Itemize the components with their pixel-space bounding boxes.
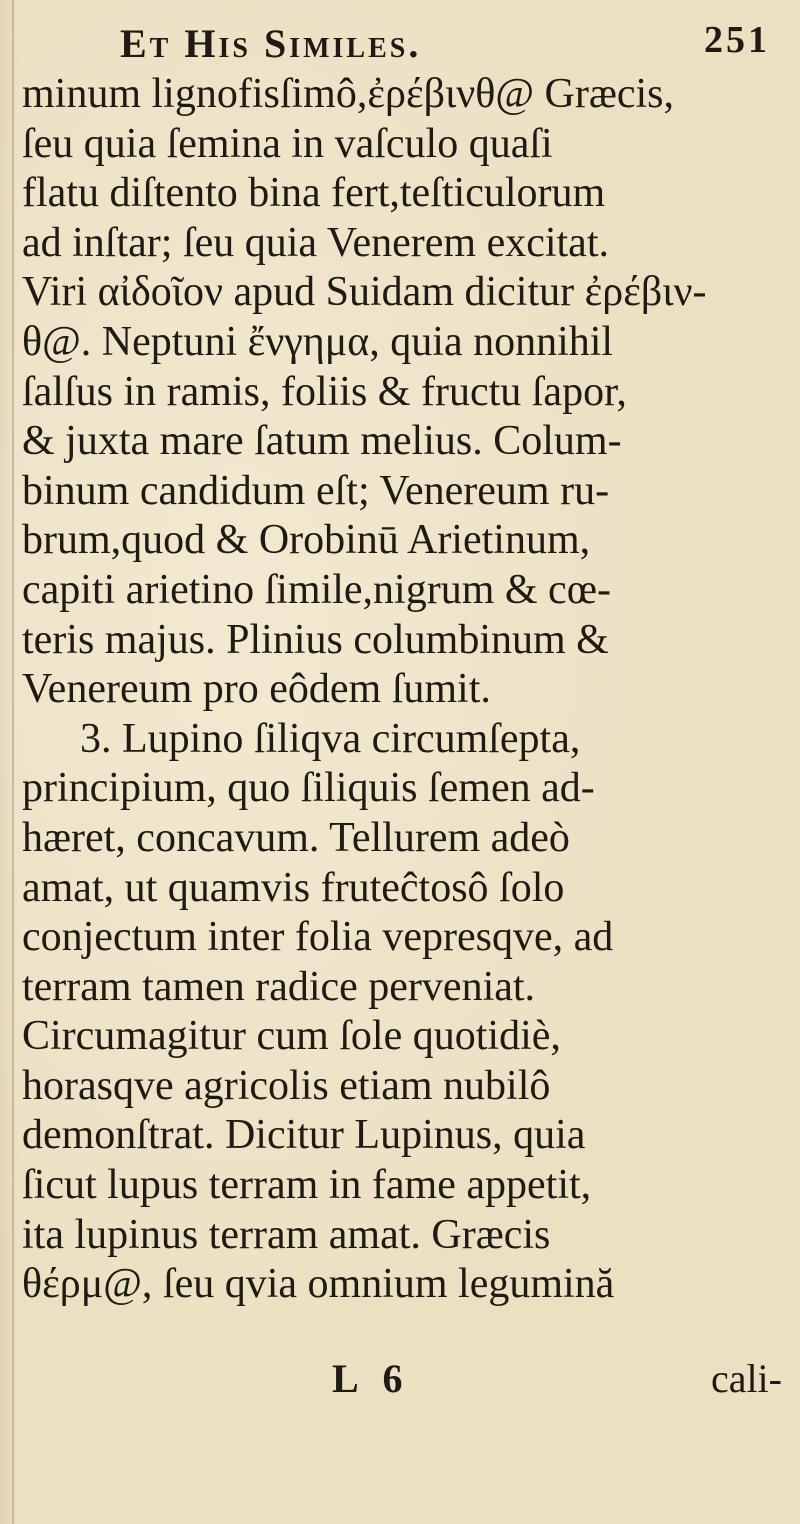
text-line: ſalſus in ramis, foliis & fructu ſapor, — [22, 368, 627, 415]
running-header — [120, 14, 770, 70]
text-line: flatu diſtento bina fert,teſticulorum — [22, 170, 606, 217]
text-line: Circumagitur cum ſole quotidiè, — [22, 1013, 561, 1060]
text-line: Venereum pro eôdem ſumit. — [22, 666, 491, 713]
text-line: ita lupinus terram amat. Græcis — [22, 1211, 551, 1258]
catchword: cali- — [710, 1356, 782, 1401]
page-gutter — [12, 0, 14, 1524]
signature-mark: L 6 — [332, 1356, 411, 1401]
text-line: horasqve agricolis etiam nubilô — [22, 1062, 551, 1109]
text-line: ad inſtar; ſeu quia Venerem excitat. — [22, 219, 609, 266]
text-line: brum,quod & Orobinū Arietinum, — [22, 517, 591, 564]
text-line: hæret, concavum. Tellurem adeò — [22, 814, 570, 861]
text-line: minum lignofisſimô,ἐρέβινθ@ Græcis, — [22, 71, 675, 117]
running-title: Et His Similes. — [120, 21, 422, 66]
text-line: terram tamen radice perveniat. — [22, 963, 536, 1010]
text-line: ſeu quia ſemina in vaſculo quaſi — [22, 120, 553, 167]
text-line: & juxta mare ſatum melius. Colum- — [22, 418, 622, 465]
text-line: ſicut lupus terram in fame appetit, — [22, 1162, 592, 1209]
text-line: binum candidum eſt; Venereum ru- — [22, 467, 610, 514]
page-number: 251 — [704, 19, 770, 61]
text-line: teris majus. Plinius columbinum & — [22, 616, 609, 663]
paragraph-start-line: 3. Lupino ſiliqva circumſepta, — [80, 715, 581, 762]
text-line: θέρμ@, ſeu qvia omnium legumină — [22, 1261, 615, 1308]
text-line: demonſtrat. Dicitur Lupinus, quia — [22, 1112, 586, 1159]
text-line: θ@. Neptuni ἔνγημα, quia nonnihil — [22, 318, 614, 365]
text-line: Viri αἰδοῖον apud Suidam dicitur ἐρέβιν- — [22, 269, 707, 316]
text-line: conjectum inter folia vepresqve, ad — [22, 914, 614, 961]
text-line: principium, quo ſiliquis ſemen ad- — [22, 765, 595, 812]
page-footer — [0, 1355, 800, 1415]
text-line: capiti arietino ſimile,nigrum & cœ- — [22, 566, 612, 613]
body-text — [22, 70, 792, 1310]
text-line: amat, ut quamvis fruteĉtosô ſolo — [22, 864, 565, 911]
